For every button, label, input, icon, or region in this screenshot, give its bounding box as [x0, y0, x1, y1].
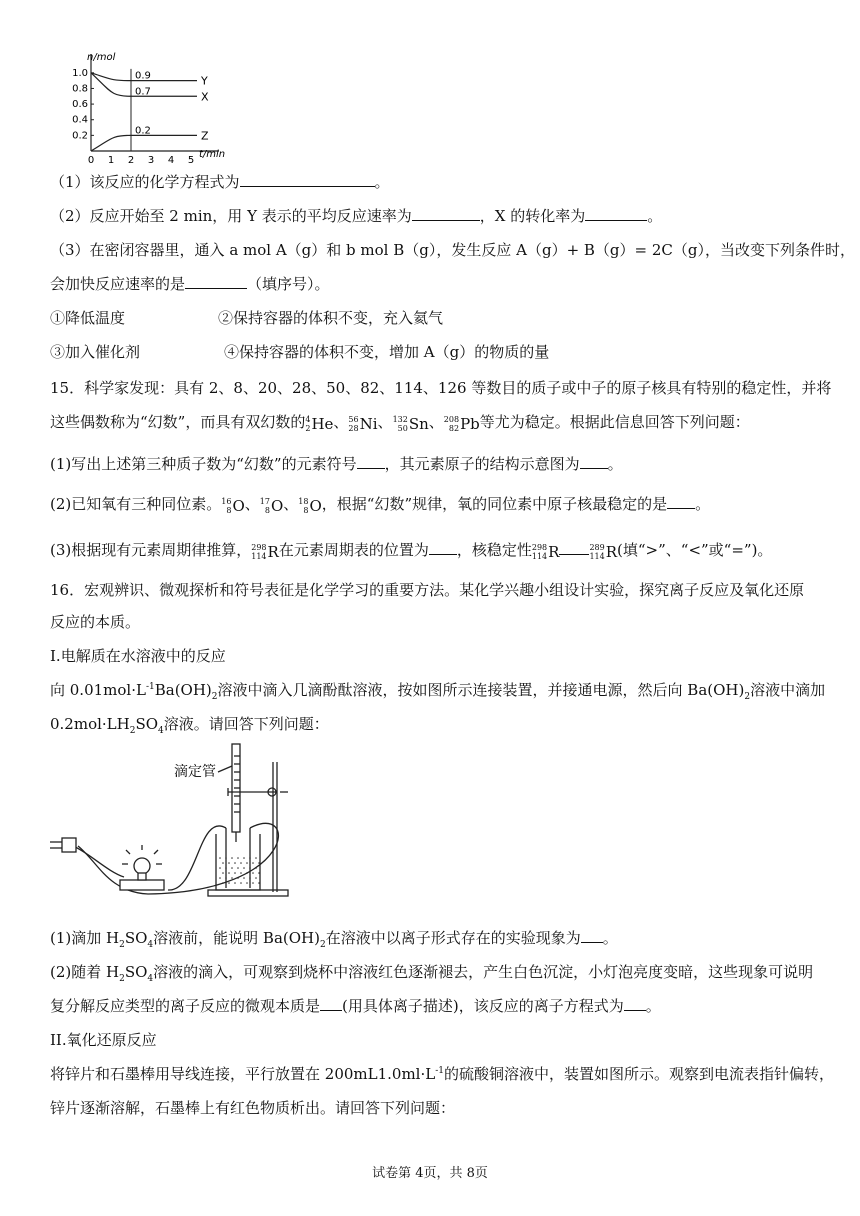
nuclide-r298: [251, 541, 279, 562]
solution-dot: [222, 862, 224, 864]
mass-number: 18: [298, 496, 309, 506]
answer-blank[interactable]: [320, 996, 342, 1011]
q14-part3: （3）在密闭容器里，通入 a mol A（g）和 b mol B（g），发生反应 A（g）+ B（g）= 2C（g），当改变下列条件时，: [50, 241, 855, 259]
solution-dot: [225, 867, 227, 869]
y-tick-label: 0.6: [72, 99, 88, 111]
x-tick-label: 2: [127, 155, 135, 164]
solution-dot: [225, 877, 227, 879]
solution-dot: [234, 862, 236, 864]
series-value-label: 0.9: [135, 70, 151, 82]
y-tick-label: 1.0: [72, 67, 88, 79]
answer-blank[interactable]: [580, 454, 608, 469]
answer-blank[interactable]: [429, 540, 457, 555]
solution-dot: [219, 877, 221, 879]
answer-blank[interactable]: [585, 206, 647, 221]
q14-part3b: 会加快反应速率的是 （填序号）。: [50, 275, 330, 293]
answer-blank[interactable]: [357, 454, 385, 469]
solution-dot: [246, 862, 248, 864]
nuclide-pb: [444, 413, 480, 434]
burette-label: 滴定管: [174, 764, 216, 780]
y-tick-label: 0.8: [72, 83, 88, 95]
solution-dot: [237, 857, 239, 859]
atomic-number: 2: [305, 423, 311, 433]
mass-number: 289: [589, 542, 605, 552]
solution-dot: [222, 872, 224, 874]
atomic-number: 50: [397, 423, 408, 433]
mass-number: 208: [443, 414, 460, 424]
series-value-label: 0.2: [135, 125, 151, 137]
solution-dot: [225, 857, 227, 859]
element-symbol: O: [232, 496, 245, 515]
solution-dot: [252, 872, 254, 874]
element-symbol: Sn: [408, 414, 429, 433]
solution-dot: [243, 867, 245, 869]
atomic-number: 8: [303, 505, 309, 515]
solution-dot: [255, 877, 257, 879]
x-tick-label: 4: [167, 155, 175, 164]
mass-number: 17: [259, 496, 270, 506]
q16-answer-3: 复分解反应类型的离子反应的微观本质是 (用具体离子描述)，该反应的离子方程式为 。: [50, 997, 661, 1015]
oxygen-isotopes: 16 8 O、 17 8 O、 18 8 O: [221, 495, 322, 515]
y-tick-label: 0.4: [72, 114, 88, 126]
q15-q3: (3)根据现有元素周期律推算， 298 114 R在元素周期表的位置为 ，核稳定性 298 114 R 289 114 R(填“>”、“<”或“=”)。: [50, 541, 773, 561]
solution-dot: [249, 857, 251, 859]
solution-dot: [258, 862, 260, 864]
atomic-number: 8: [264, 505, 270, 515]
mole-time-chart: [45, 52, 275, 164]
x-tick-label: 3: [147, 155, 155, 164]
atomic-number: 82: [448, 423, 460, 433]
y-tick-label: 0.2: [72, 130, 88, 142]
solution-dot: [249, 867, 251, 869]
series-value-label: 0.7: [135, 86, 151, 98]
q15-q1: (1)写出上述第三种质子数为“幻数”的元素符号 ，其元素原子的结构示意图为 。: [50, 455, 623, 473]
nuclide-list: 4 2 He、 56 28 Ni、 132 50 Sn、 208 82 Pb: [305, 413, 480, 433]
atomic-number: 114: [251, 551, 267, 561]
series-line-z: [91, 135, 197, 151]
answer-blank[interactable]: [624, 996, 646, 1011]
q16-paragraph-2: 锌片逐渐溶解，石墨棒上有红色物质析出。请回答下列问题：: [50, 1099, 456, 1117]
q16-paragraph-1: 将锌片和石墨棒用导线连接，平行放置在 $200mL1.0ml\cdot L^{-1}$的硫酸铜溶液中，装置如图所示。观察到电流表指针偏转，: [50, 1065, 834, 1083]
x-tick-label: 5: [187, 155, 195, 164]
solution-dot: [240, 862, 242, 864]
nuclide-r298: [251, 541, 279, 559]
element-symbol: O: [270, 496, 284, 515]
solution-dot: [243, 857, 245, 859]
nuclide-r298: [532, 541, 560, 562]
power-plug: [50, 838, 76, 852]
mass-number: 298: [531, 542, 548, 552]
solution-dot: [228, 862, 230, 864]
answer-blank[interactable]: [559, 540, 589, 555]
burette: [218, 744, 240, 842]
nuclide-ni: [348, 413, 377, 434]
solution-dot: [228, 872, 230, 874]
solution-dot: [258, 882, 260, 884]
element-symbol: R: [548, 542, 560, 561]
q14-option-4: ④保持容器的体积不变，增加 A（g）的物质的量: [224, 343, 550, 361]
q16-section-2: II.氧化还原反应: [50, 1031, 157, 1049]
q16-intro-2: 反应的本质。: [50, 613, 141, 631]
light-bulb: [120, 845, 164, 890]
beaker: [216, 828, 260, 890]
q16-experiment-2: $0.2mol\cdot LH_2SO_4$溶液。请回答下列问题：: [50, 715, 329, 736]
solution-dot: [240, 882, 242, 884]
nuclide-sn: [393, 413, 429, 434]
solution-dot: [252, 862, 254, 864]
solution-dot: [240, 872, 242, 874]
nuclide-he: [305, 413, 333, 434]
solution-dot: [231, 867, 233, 869]
mass-number: 16: [221, 496, 232, 506]
atomic-number: 114: [531, 551, 548, 561]
element-symbol: Pb: [460, 414, 480, 433]
q16-section-1: I.电解质在水溶液中的反应: [50, 647, 226, 665]
series-name-label: Z: [201, 129, 209, 143]
q15-q2: (2)已知氧有三种同位素。 16 8 O、 17 8 O、 18 8 O，根据“幻数”规律，氧的同位素中原子核最稳定的是 。: [50, 495, 711, 515]
answer-blank[interactable]: [185, 274, 247, 289]
element-symbol: O: [309, 496, 322, 515]
solution-dot: [249, 877, 251, 879]
q14-option-1: ①降低温度: [50, 309, 126, 327]
q14-option-3: ③加入催化剂: [50, 343, 141, 361]
atomic-number: 28: [348, 423, 359, 433]
y-axis-label: n/mol: [87, 52, 116, 63]
mass-number: 4: [305, 414, 311, 424]
nuclide-r289: [589, 541, 617, 559]
mass-number: 298: [251, 542, 267, 552]
q16-intro-1: 16．宏观辨识、微观探析和符号表征是化学学习的重要方法。某化学兴趣小组设计实验，探究离子反应及氧化还原: [50, 581, 805, 599]
series-name-label: X: [201, 90, 209, 104]
solution-dot: [219, 867, 221, 869]
mass-number: 56: [348, 414, 359, 424]
mass-number: 132: [392, 414, 408, 424]
conductivity-apparatus-diagram: [48, 742, 328, 912]
element-symbol: R: [605, 542, 618, 561]
page-footer: 试卷第 4页，共 8页: [372, 1166, 488, 1181]
nuclide-r289: [589, 541, 617, 562]
solution-dot: [246, 882, 248, 884]
element-symbol: R: [267, 542, 279, 561]
q15-intro-1: 15．科学家发现：具有 2、8、20、28、50、82、114、126 等数目的质子或中子的原子核具有特别的稳定性，并将: [50, 379, 832, 397]
atomic-number: 114: [589, 551, 605, 561]
solution-dot: [252, 882, 254, 884]
nuclide-o17: [260, 495, 284, 516]
q16-answer-2: (2)随着 $H_2SO_4$溶液的滴入，可观察到烧杯中溶液红色逐渐褪去，产生白色沉淀，小灯泡亮度变暗，这些现象可说明: [50, 963, 814, 984]
solution-dot: [228, 882, 230, 884]
answer-blank[interactable]: [240, 172, 375, 187]
nuclide-o18: [298, 495, 322, 516]
solution-dot: [243, 877, 245, 879]
nuclide-o16: [221, 495, 245, 516]
solution-dot: [219, 857, 221, 859]
q14-part1: （1）该反应的化学方程式为 。: [50, 173, 390, 191]
q16-experiment-1: 向 $0.01mol\cdot L^{-1}Ba(OH)_2$溶液中滴入几滴酚酞溶液，按如图所示连接装置，并接通电源，然后向 $Ba(OH)_2$溶液中滴加: [50, 681, 826, 702]
series-name-label: Y: [201, 74, 208, 88]
element-symbol: He: [311, 414, 334, 433]
x-tick-label: 1: [107, 155, 115, 164]
solution-dot: [237, 867, 239, 869]
element-symbol: Ni: [359, 414, 378, 433]
nuclide-r298: [532, 541, 560, 559]
solution-dot: [234, 882, 236, 884]
x-tick-label: 0: [87, 155, 95, 164]
solution-dot: [231, 857, 233, 859]
solution-dot: [255, 857, 257, 859]
answer-blank[interactable]: [581, 928, 603, 943]
answer-blank[interactable]: [667, 494, 695, 509]
q16-answer-1: (1)滴加 $H_2SO_4$溶液前，能说明 $Ba(OH)_2$在溶液中以离子形式存在的实验现象为 。: [50, 929, 618, 950]
q14-option-2: ②保持容器的体积不变，充入氦气: [218, 309, 444, 327]
solution-dot: [231, 877, 233, 879]
solution-dot: [234, 872, 236, 874]
x-axis-label: t/min: [199, 149, 226, 160]
atomic-number: 8: [226, 505, 232, 515]
q15-intro-2: 这些偶数称为“幻数”，而具有双幻数的 4 2 He、 56 28 Ni、 132 50 Sn、 208 82 Pb等尤为稳定。根据此信息回答下列问题：: [50, 413, 750, 433]
answer-blank[interactable]: [412, 206, 480, 221]
q14-part2: （2）反应开始至 2 min，用 Y 表示的平均反应速率为 ，X 的转化率为 。: [50, 207, 663, 225]
solution-dot: [258, 872, 260, 874]
